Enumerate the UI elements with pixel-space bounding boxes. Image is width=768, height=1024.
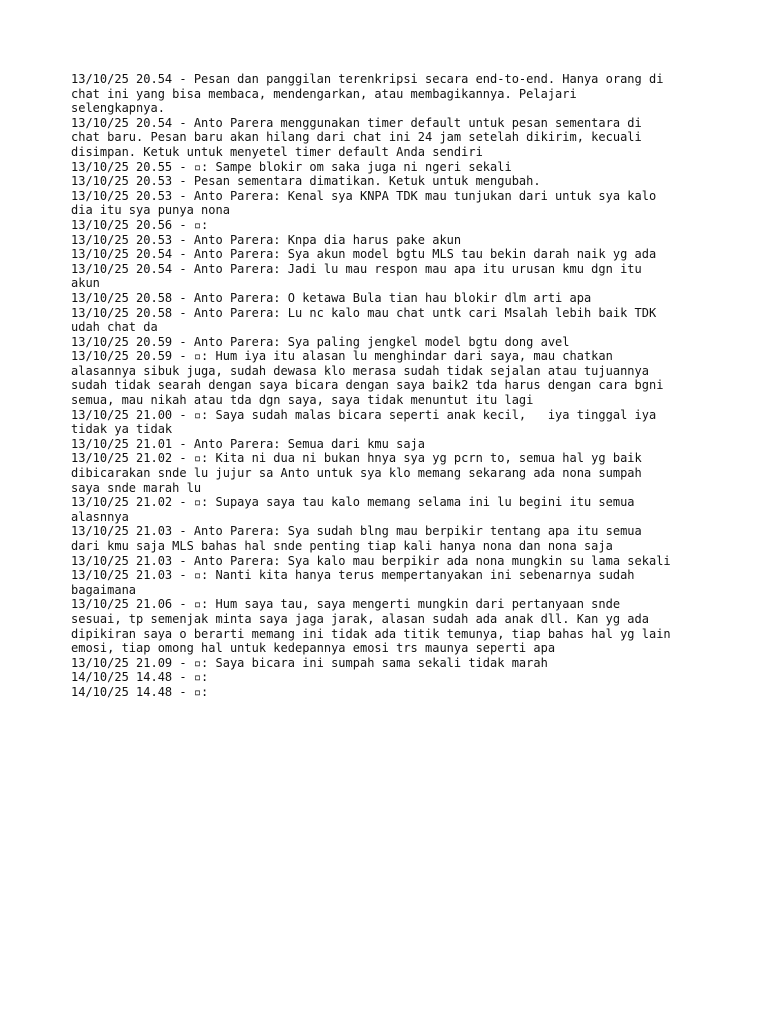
- text-line: 13/10/25 21.03 - Anto Parera: Sya sudah blng mau berpikir tentang apa itu semua: [71, 524, 642, 539]
- text-line: 13/10/25 20.58 - Anto Parera: Lu nc kalo mau chat untk cari Msalah lebih baik TDK: [71, 305, 657, 320]
- text-line: 14/10/25 14.48 - ▫:: [71, 670, 209, 685]
- text-line: sudah tidak searah dengan saya bicara dengan saya baik2 tda harus dengan cara bgni: [71, 378, 664, 393]
- text-line: alasannya sibuk juga, sudah dewasa klo merasa sudah tidak sejalan atau tujuannya: [71, 363, 649, 378]
- text-line: 13/10/25 20.58 - Anto Parera: O ketawa Bula tian hau blokir dlm arti apa: [71, 290, 592, 305]
- text-line: akun: [71, 276, 100, 291]
- text-line: 13/10/25 21.09 - ▫: Saya bicara ini sumpah sama sekali tidak marah: [71, 655, 548, 670]
- text-line: saya snde marah lu: [71, 480, 202, 495]
- text-line: 13/10/25 21.00 - ▫: Saya sudah malas bicara seperti anak kecil, iya tinggal iya: [71, 407, 657, 422]
- text-line: dipikiran saya o berarti memang ini tidak ada titik temunya, tiap bahas hal yg lain: [71, 626, 671, 641]
- chat-export-document: [71, 72, 711, 700]
- text-line: 13/10/25 20.54 - Anto Parera: Sya akun model bgtu MLS tau bekin darah naik yg ada: [71, 247, 657, 262]
- text-line: dari kmu saja MLS bahas hal snde penting tiap kali hanya nona dan nona saja: [71, 539, 613, 553]
- text-line: emosi, tiap omong hal untuk kedepannya emosi trs maunya seperti apa: [71, 641, 556, 656]
- text-line: 13/10/25 21.03 - Anto Parera: Sya kalo mau berpikir ada nona mungkin su lama sekali: [71, 553, 671, 568]
- text-line: 13/10/25 21.03 - ▫: Nanti kita hanya terus mempertanyakan ini sebenarnya sudah: [71, 568, 635, 583]
- text-line: 13/10/25 21.02 - ▫: Supaya saya tau kalo memang selama ini lu begini itu semua: [71, 495, 635, 510]
- text-line: 13/10/25 20.56 - ▫:: [71, 217, 209, 232]
- text-line: dibicarakan snde lu jujur sa Anto untuk sya klo memang sekarang ada nona sumpah: [71, 466, 642, 481]
- text-line: 13/10/25 20.55 - ▫: Sampe blokir om saka juga ni ngeri sekali: [71, 159, 512, 174]
- text-line: 13/10/25 20.53 - Anto Parera: Kenal sya KNPA TDK mau tunjukan dari untuk sya kalo: [71, 188, 657, 203]
- text-line: chat baru. Pesan baru akan hilang dari chat ini 24 jam setelah dikirim, kecuali: [71, 130, 642, 145]
- text-line: udah chat da: [71, 320, 158, 335]
- text-line: 13/10/25 20.59 - ▫: Hum iya itu alasan lu menghindar dari saya, mau chatkan: [71, 349, 613, 364]
- text-line: sesuai, tp semenjak minta saya jaga jarak, alasan sudah ada anak dll. Kan yg ada: [71, 611, 649, 626]
- text-line: alasnnya: [71, 509, 129, 524]
- text-line: 13/10/25 21.02 - ▫: Kita ni dua ni bukan hnya sya yg pcrn to, semua hal yg baik: [71, 451, 642, 466]
- text-line: 13/10/25 21.06 - ▫: Hum saya tau, saya mengerti mungkin dari pertanyaan snde: [71, 597, 621, 612]
- text-line: 13/10/25 20.59 - Anto Parera: Sya paling jengkel model bgtu dong avel: [71, 334, 570, 349]
- text-line: 13/10/25 20.54 - Anto Parera: Jadi lu mau respon mau apa itu urusan kmu dgn itu: [71, 261, 642, 276]
- text-line: dia itu sya punya nona: [71, 203, 230, 218]
- text-line: 13/10/25 20.53 - Pesan sementara dimatikan. Ketuk untuk mengubah.: [71, 174, 541, 189]
- text-line: bagaimana: [71, 582, 137, 597]
- text-line: chat ini yang bisa membaca, mendengarkan, atau membagikannya. Pelajari: [71, 86, 577, 101]
- text-line: 14/10/25 14.48 - ▫:: [71, 684, 209, 699]
- text-line: tidak ya tidak: [71, 422, 173, 437]
- text-line: 13/10/25 20.54 - Anto Parera menggunakan timer default untuk pesan sementara di: [71, 115, 642, 130]
- text-line: 13/10/25 21.01 - Anto Parera: Semua dari kmu saja: [71, 436, 426, 451]
- text-line: disimpan. Ketuk untuk menyetel timer default Anda sendiri: [71, 144, 483, 159]
- text-line: selengkapnya.: [71, 101, 165, 116]
- text-line: 13/10/25 20.53 - Anto Parera: Knpa dia harus pake akun: [71, 232, 462, 247]
- text-line: 13/10/25 20.54 - Pesan dan panggilan terenkripsi secara end-to-end. Hanya orang di: [71, 72, 664, 86]
- text-line: semua, mau nikah atau tda dgn saya, saya tidak menuntut itu lagi: [71, 393, 534, 408]
